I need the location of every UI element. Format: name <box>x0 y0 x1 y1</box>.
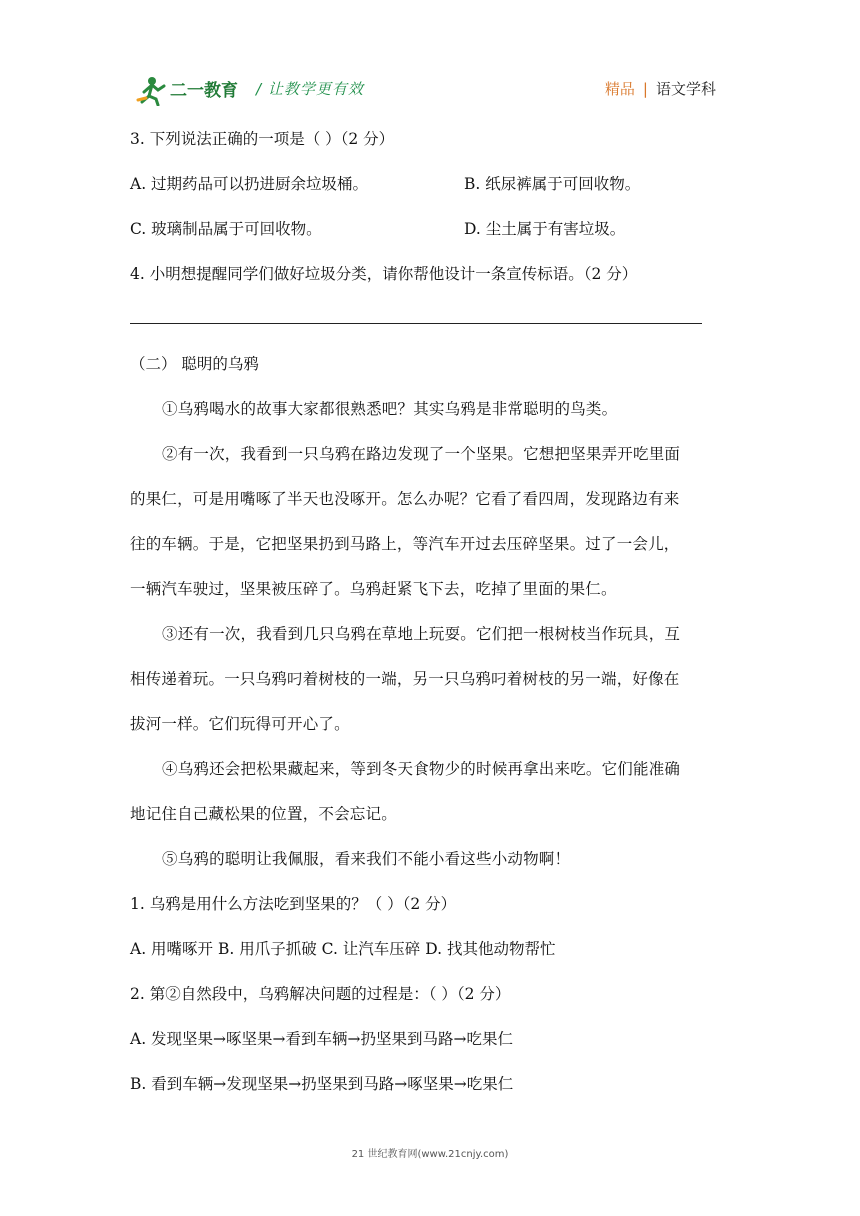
paragraph-1: ①乌鸦喝水的故事大家都很熟悉吧？其实乌鸦是非常聪明的鸟类。 <box>162 400 618 418</box>
logo-text: 二一教育 <box>170 81 238 101</box>
reading-question-2: 2. 第②自然段中，乌鸦解决问题的过程是：（ ）（2 分） <box>130 985 511 1003</box>
paragraph-2-line-4: 一辆汽车驶过，坚果被压碎了。乌鸦赶紧飞下去，吃掉了里面的果仁。 <box>130 580 617 598</box>
reading-question-2-option-a: A. 发现坚果→啄坚果→看到车辆→扔坚果到马路→吃果仁 <box>130 1030 513 1048</box>
option-b: B. 纸尿裤属于可回收物。 <box>464 175 641 193</box>
subject-label: 语文学科 <box>655 80 716 98</box>
logo-icon <box>136 72 246 106</box>
option-a: A. 过期药品可以扔进厨余垃圾桶。 <box>130 175 369 193</box>
paragraph-4-line-2: 地记住自己藏松果的位置，不会忘记。 <box>130 805 397 823</box>
question-3: 3. 下列说法正确的一项是（ ）（2 分） <box>130 130 395 148</box>
page-header <box>0 0 860 110</box>
paragraph-5: ⑤乌鸦的聪明让我佩服，看来我们不能小看这些小动物啊！ <box>162 850 571 868</box>
question-4: 4. 小明想提醒同学们做好垃圾分类，请你帮他设计一条宣传标语。（2 分） <box>130 265 638 283</box>
slogan: / 让教学更有效 <box>256 80 364 98</box>
header-separator: | <box>642 80 648 98</box>
reading-question-1-options: A. 用嘴啄开 B. 用爪子抓破 C. 让汽车压碎 D. 找其他动物帮忙 <box>130 940 556 958</box>
answer-line <box>130 323 702 324</box>
header-subject-area <box>605 78 716 99</box>
paragraph-2-line-1: ②有一次，我看到一只乌鸦在路边发现了一个坚果。它想把坚果弄开吃里面 <box>162 445 681 463</box>
quality-badge: 精品 <box>604 80 635 98</box>
option-c: C. 玻璃制品属于可回收物。 <box>130 220 322 238</box>
paragraph-3-line-3: 拔河一样。它们玩得可开心了。 <box>130 715 350 733</box>
paragraph-3-line-1: ③还有一次，我看到几只乌鸦在草地上玩耍。它们把一根树枝当作玩具，互 <box>162 625 681 643</box>
paragraph-2-line-3: 往的车辆。于是，它把坚果扔到马路上，等汽车开过去压碎坚果。过了一会儿， <box>130 535 680 553</box>
page-footer: 21 世纪教育网(www.21cnjy.com) <box>351 1149 509 1160</box>
paragraph-3-line-2: 相传递着玩。一只乌鸦叼着树枝的一端，另一只乌鸦叼着树枝的另一端，好像在 <box>130 670 680 688</box>
reading-question-2-option-b: B. 看到车辆→发现坚果→扔坚果到马路→啄坚果→吃果仁 <box>130 1075 514 1093</box>
section-title: （二） 聪明的乌鸦 <box>130 355 259 373</box>
reading-question-1: 1. 乌鸦是用什么方法吃到坚果的？（ ）（2 分） <box>130 895 457 913</box>
option-d: D. 尘土属于有害垃圾。 <box>464 220 626 238</box>
paragraph-4-line-1: ④乌鸦还会把松果藏起来，等到冬天食物少的时候再拿出来吃。它们能准确 <box>162 760 681 778</box>
paragraph-2-line-2: 的果仁，可是用嘴啄了半天也没啄开。怎么办呢？它看了看四周，发现路边有来 <box>130 490 680 508</box>
